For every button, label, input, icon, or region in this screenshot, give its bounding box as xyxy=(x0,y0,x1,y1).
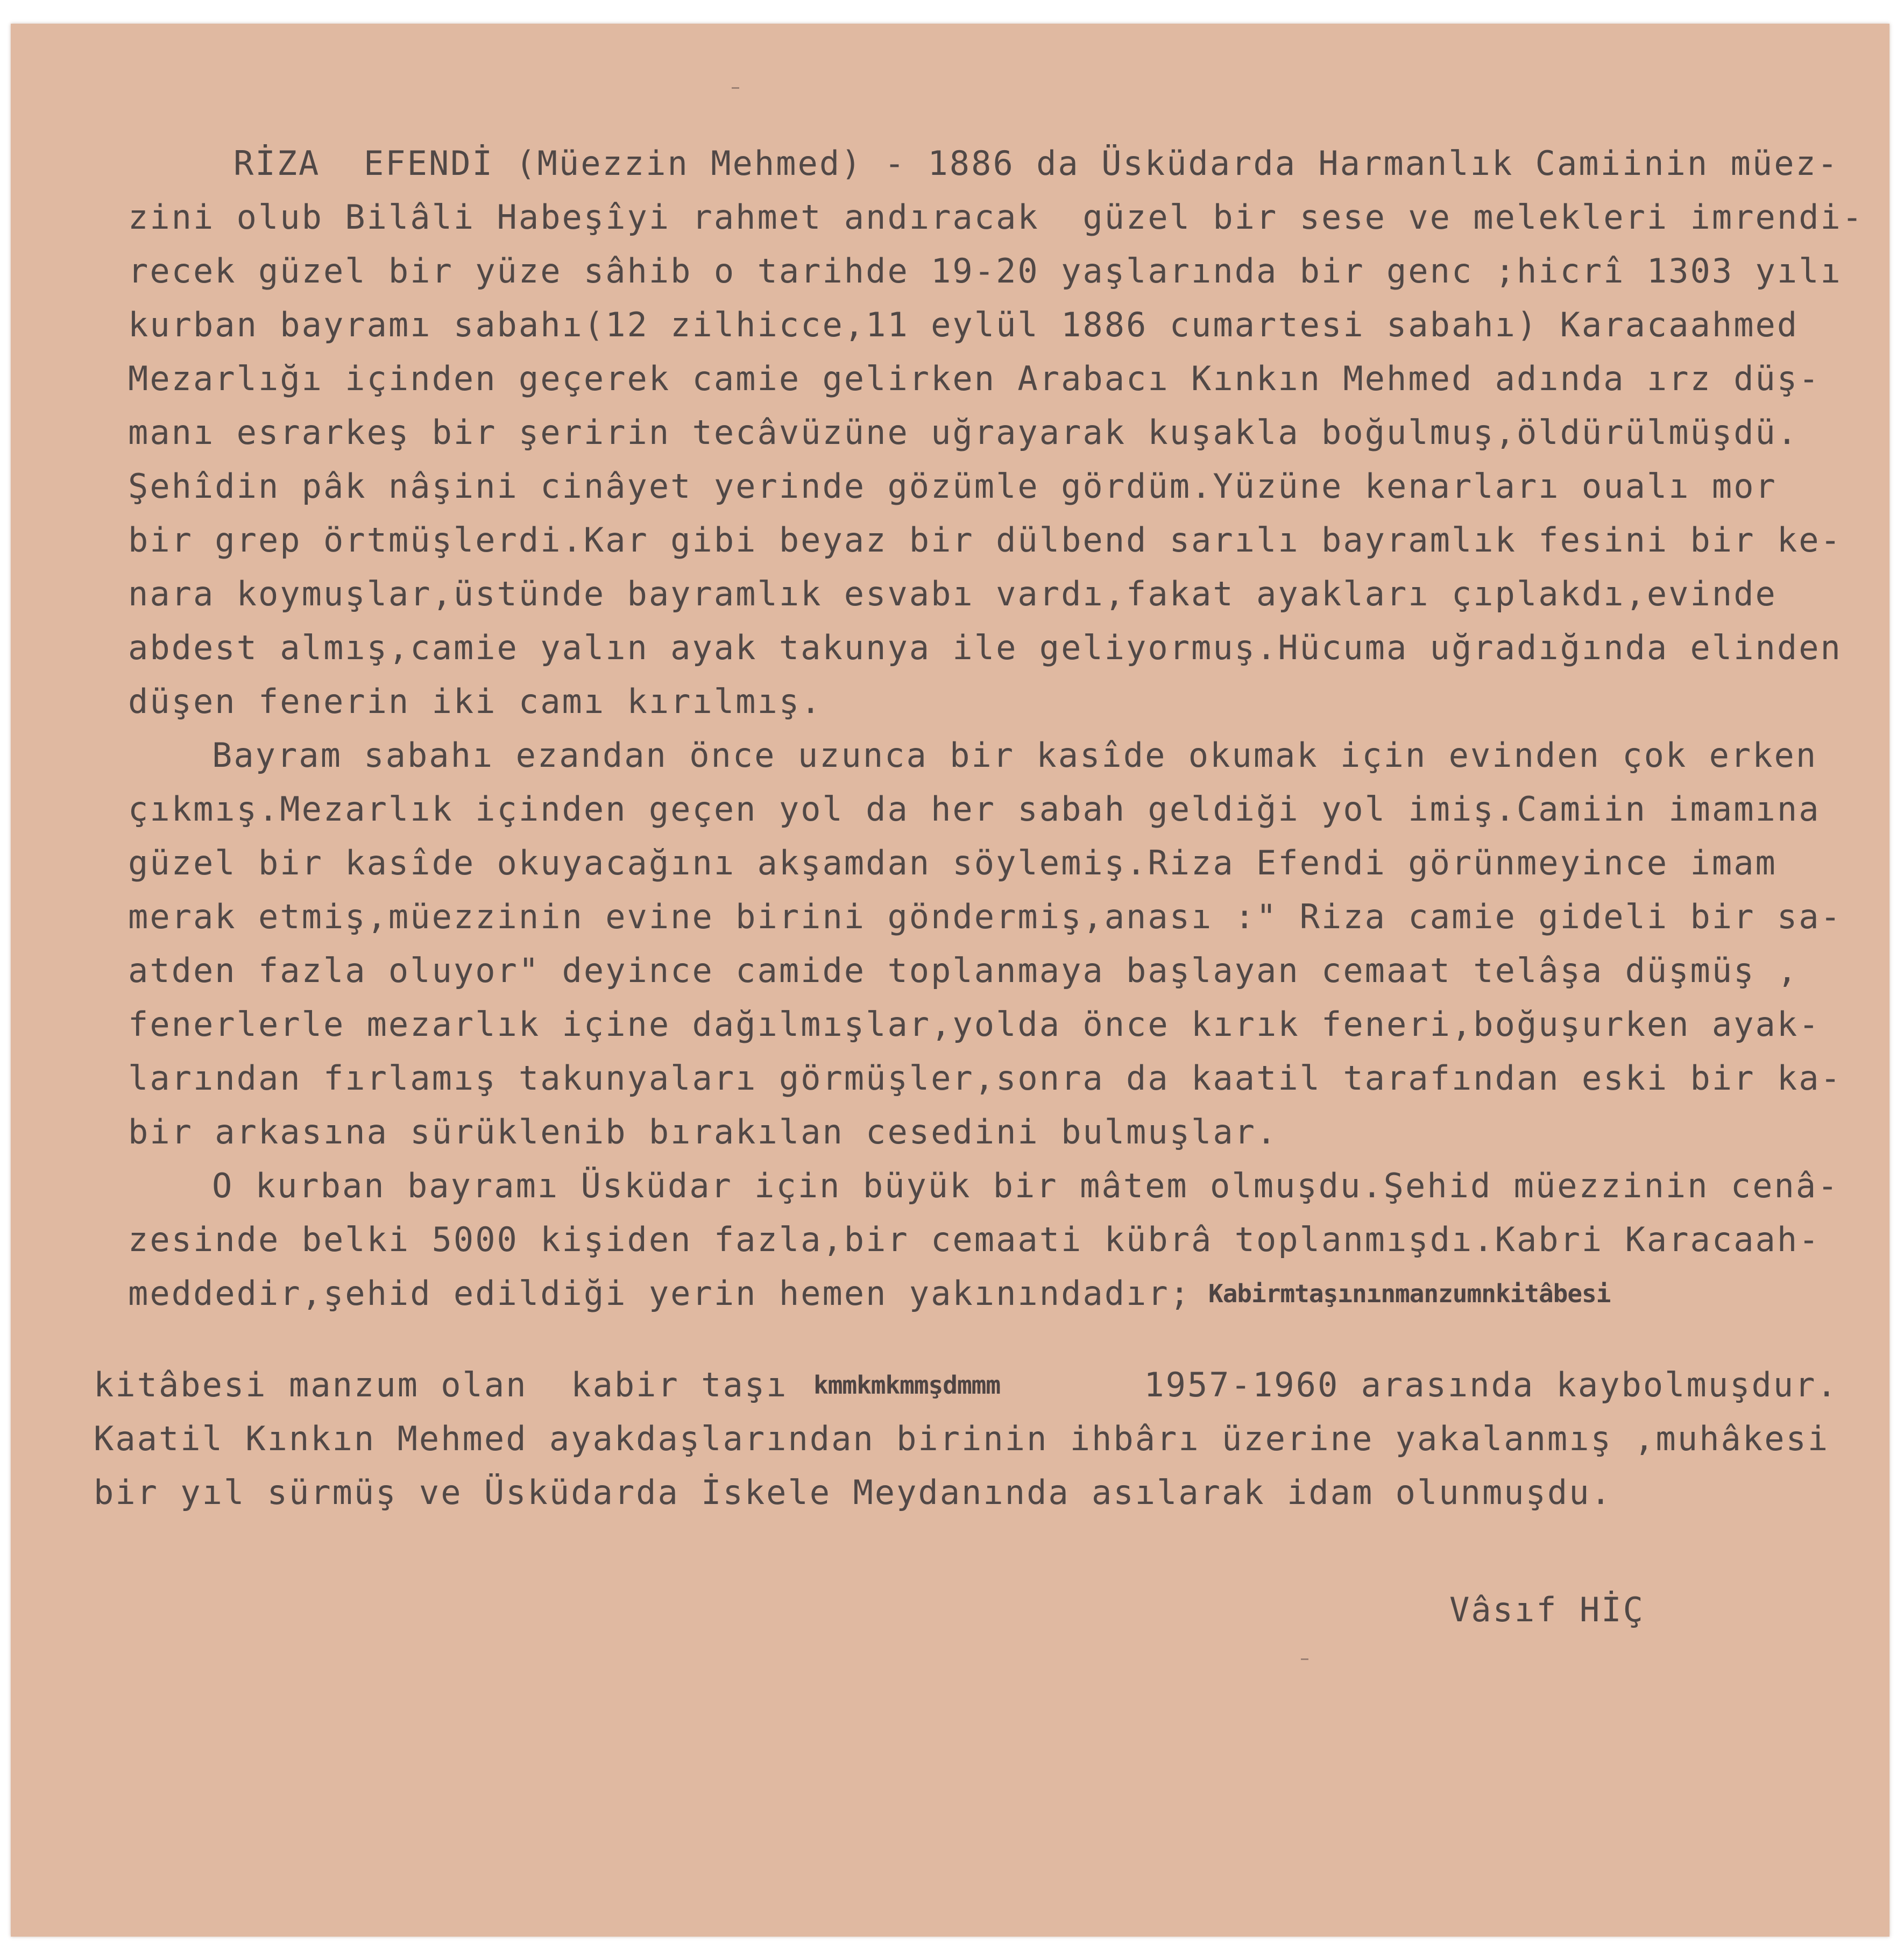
text-line: nara koymuşlar,üstünde bayramlık esvabı vardı,fakat ayakları çıplakdı,evinde xyxy=(128,574,1777,613)
paper-speck xyxy=(1301,1658,1308,1660)
text-line: fenerlerle mezarlık içine dağılmışlar,yolda önce kırık feneri,boğuşurken ayak- xyxy=(128,1005,1821,1044)
text-line: güzel bir kasîde okuyacağını akşamdan söylemiş.Riza Efendi görünmeyince imam xyxy=(128,843,1777,882)
text-line: abdest almış,camie yalın ayak takunya ile geliyormuş.Hücuma uğradığında elinden xyxy=(128,628,1842,667)
text-line: bir arkasına sürüklenib bırakılan cesedini bulmuşlar. xyxy=(128,1112,1278,1152)
text-line: zesinde belki 5000 kişiden fazla,bir cemaati kübrâ toplanmışdı.Kabri Karacaah- xyxy=(128,1220,1821,1259)
text-line: meddedir,şehid edildiği yerin hemen yakınındadır; xyxy=(128,1274,1192,1313)
text-line: larından fırlamış takunyaları görmüşler,sonra da kaatil tarafından eski bir ka- xyxy=(128,1058,1842,1098)
text-line: çıkmış.Mezarlık içinden geçen yol da her sabah geldiği yol imiş.Camiin imamına xyxy=(128,789,1821,829)
text-line: Mezarlığı içinden geçerek camie gelirken Arabacı Kınkın Mehmed adında ırz düş- xyxy=(128,359,1821,398)
struck-out-text: Kabirmtaşınınmanzumnkitâbesi xyxy=(1208,1279,1611,1308)
typewritten-page xyxy=(11,24,1889,1937)
text-line: bir grep örtmüşlerdi.Kar gibi beyaz bir dülbend sarılı bayramlık fesini bir ke- xyxy=(128,520,1842,560)
text-line: Bayram sabahı ezandan önce uzunca bir kasîde okumak için evinden çok erken xyxy=(212,736,1818,775)
text-line: manı esrarkeş bir şeririn tecâvüzüne uğrayarak kuşakla boğulmuş,öldürülmüşdü. xyxy=(128,413,1799,452)
text-line: düşen fenerin iki camı kırılmış. xyxy=(128,682,823,721)
text-line: merak etmiş,müezzinin evine birini göndermiş,anası :" Riza camie gideli bir sa- xyxy=(128,897,1842,936)
text-line: atden fazla oluyor" deyince camide toplanmaya başlayan cemaat telâşa düşmüş , xyxy=(128,951,1799,990)
text-line: kitâbesi manzum olan kabir taşı xyxy=(94,1365,810,1404)
text-line: 1957-1960 arasında kaybolmuşdur. xyxy=(1122,1365,1838,1404)
author-signature: Vâsıf HİÇ xyxy=(1449,1590,1645,1629)
text-line: kurban bayramı sabahı(12 zilhicce,11 eylül 1886 cumartesi sabahı) Karacaahmed xyxy=(128,305,1799,344)
text-line: zini olub Bilâli Habeşîyi rahmet andıracak güzel bir sese ve melekleri imrendi- xyxy=(128,197,1864,237)
paper-speck xyxy=(732,87,739,89)
text-line: Şehîdin pâk nâşini cinâyet yerinde gözümle gördüm.Yüzüne kenarları oualı mor xyxy=(128,467,1777,506)
text-line: bir yıl sürmüş ve Üsküdarda İskele Meydanında asılarak idam olunmuşdu. xyxy=(94,1473,1612,1512)
struck-out-text: kmmkmkmmşdmmm xyxy=(813,1371,1001,1400)
text-line: RİZA EFENDİ (Müezzin Mehmed) - 1886 da Üsküdarda Harmanlık Camiinin müez- xyxy=(233,144,1839,183)
text-line: recek güzel bir yüze sâhib o tarihde 19-20 yaşlarında bir genc ;hicrî 1303 yılı xyxy=(128,251,1842,291)
text-line: O kurban bayramı Üsküdar için büyük bir mâtem olmuşdu.Şehid müezzinin cenâ- xyxy=(212,1166,1839,1205)
text-line: Kaatil Kınkın Mehmed ayakdaşlarından birinin ihbârı üzerine yakalanmış ,muhâkesi xyxy=(94,1419,1830,1458)
